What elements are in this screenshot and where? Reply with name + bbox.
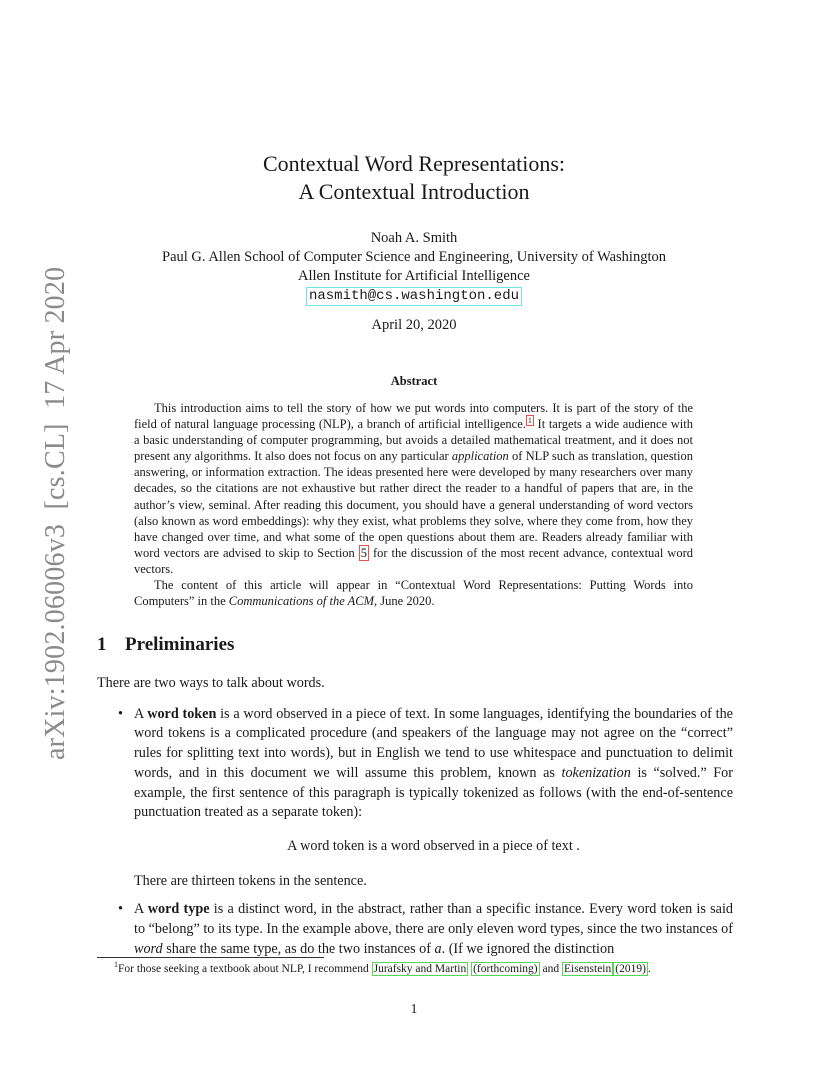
arxiv-identifier: arXiv:1902.06006v3 [cs.CL] 17 Apr 2020 xyxy=(40,266,71,760)
footnote-divider xyxy=(97,957,324,958)
abstract-body xyxy=(134,400,693,609)
term-word-type: word type xyxy=(147,901,210,918)
abstract-heading: Abstract xyxy=(390,374,438,388)
footnote: $^1$For those seeking a textbook about NLP, I recommend Jurafsky and Martin (forthcoming) and Eisenstein (2019) . xyxy=(114,960,651,975)
abstract-paragraph-1: This introduction aims to tell the story of how we put words into computers. It is part of the story of the field of natural language processing (NLP), a branch of artificial intelligence. $^1$ It targets a wide audience with a basic understanding of computer programming, but avoids a detailed mathematical treatment, and it does not present any algorithms. It also does not focus on any particular application of NLP such as translation, question answering, or information extraction. The ideas presented here were developed by many researchers over many decades, so the citations are not exhaustive but rather direct the reader to a handful of papers that are, in the author’s view, seminal. After reading this document, you should have a general understanding of word vectors (also known as word embeddings): why they exist, what problems they solve, where they come from, how they have changed over time, and what some of the open questions about them are. Readers already familiar with word vectors are advised to skip to Section 5 for the discussion of the most recent advance, contextual word vectors. xyxy=(134,401,694,576)
page-number: 1 xyxy=(410,1002,418,1017)
section-number: 1 xyxy=(97,634,107,655)
list-item: • A word type is a distinct word, in the abstract, rather than a specific instance. Every word token is said to “belong” to its type. In the example above, there are only eleven word types, since the two instances of word share the same type, as do the two instances of a. (If we ignored the distinction xyxy=(118,901,733,957)
footnote-mark: 1 xyxy=(114,960,118,970)
term-word-token: word token xyxy=(147,705,217,722)
bullet-icon: • xyxy=(118,901,123,918)
intro-paragraph: There are two ways to talk about words. xyxy=(97,675,325,691)
citation-link[interactable]: Jurafsky and Martin xyxy=(373,963,467,975)
title-line-2: A Contextual Introduction xyxy=(298,179,530,204)
tokenized-example: A word token is a word observed in a piece of text . xyxy=(287,837,580,854)
affiliation-1: Paul G. Allen School of Computer Science and Engineering, University of Washington xyxy=(162,249,666,265)
author-name: Noah A. Smith xyxy=(370,230,458,246)
footnote-link[interactable]: 1 xyxy=(527,415,532,425)
list-item: • A word token is a word observed in a piece of text. In some languages, identifying the boundaries of the word tokens is a complicated procedure (and speakers of the language may not agree on the “correct” rules for splitting text into words), but in English we tend to use whitespace and punctuation to delimit words, and in this document we will assume this problem, known as tokenization is “solved.” For example, the first sentence of this paragraph is typically tokenized as follows (with the end-of-sentence punctuation treated as a separate token): A word token is a word observed in a piece of text . There are thirteen tokens in the sentence. xyxy=(97,705,733,892)
bullet-icon: • xyxy=(118,705,123,722)
paper-date: April 20, 2020 xyxy=(371,317,457,333)
affiliation-2: Allen Institute for Artificial Intelligence xyxy=(298,268,530,284)
citation-year-link[interactable]: (forthcoming) xyxy=(473,963,538,975)
citation-link[interactable]: Eisenstein xyxy=(563,963,612,975)
paper-title xyxy=(0,150,828,206)
section-heading xyxy=(97,634,234,656)
section-title: Preliminaries xyxy=(125,634,235,655)
author-block xyxy=(0,229,828,306)
author-email-link[interactable]: nasmith@cs.washington.edu xyxy=(306,287,522,306)
section-body xyxy=(97,674,733,959)
bullet-list xyxy=(97,705,733,960)
abstract-paragraph-2: The content of this article will appear in “Contextual Word Representations: Putting Words into Computers” in the Communications of the ACM, June 2020. xyxy=(134,578,693,609)
citation-year-link[interactable]: (2019) xyxy=(615,963,646,975)
section-link[interactable]: 5 xyxy=(360,545,368,560)
token-count-note: There are thirteen tokens in the sentence. xyxy=(134,872,367,889)
title-line-1: Contextual Word Representations: xyxy=(262,151,566,176)
